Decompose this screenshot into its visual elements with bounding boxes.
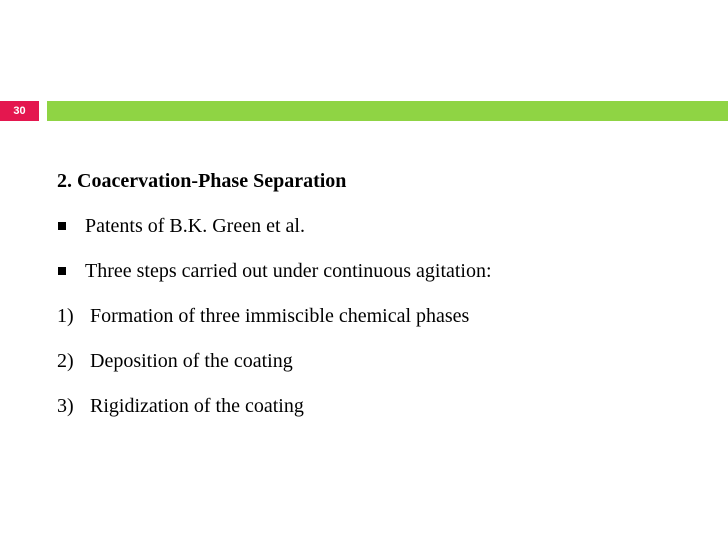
numbered-step (57, 348, 697, 374)
bullet-text: Patents of B.K. Green et al. (85, 215, 305, 237)
numbered-step (57, 303, 697, 329)
slide-content (57, 168, 697, 438)
step-text: Rigidization of the coating (90, 395, 304, 417)
step-number: 1) (57, 305, 74, 327)
header-accent-bar (47, 101, 728, 121)
slide-number: 30 (0, 101, 39, 121)
section-heading: 2. Coacervation-Phase Separation (57, 170, 347, 192)
step-number: 3) (57, 395, 74, 417)
square-bullet-icon (58, 267, 66, 275)
square-bullet-icon (58, 222, 66, 230)
step-number: 2) (57, 350, 74, 372)
step-text: Deposition of the coating (90, 350, 293, 372)
bullet-item (57, 213, 697, 239)
bullet-text: Three steps carried out under continuous agitation: (85, 260, 492, 282)
slide-header (0, 101, 728, 121)
step-text: Formation of three immiscible chemical phases (90, 305, 470, 327)
numbered-step (57, 393, 697, 419)
bullet-item (57, 258, 697, 284)
